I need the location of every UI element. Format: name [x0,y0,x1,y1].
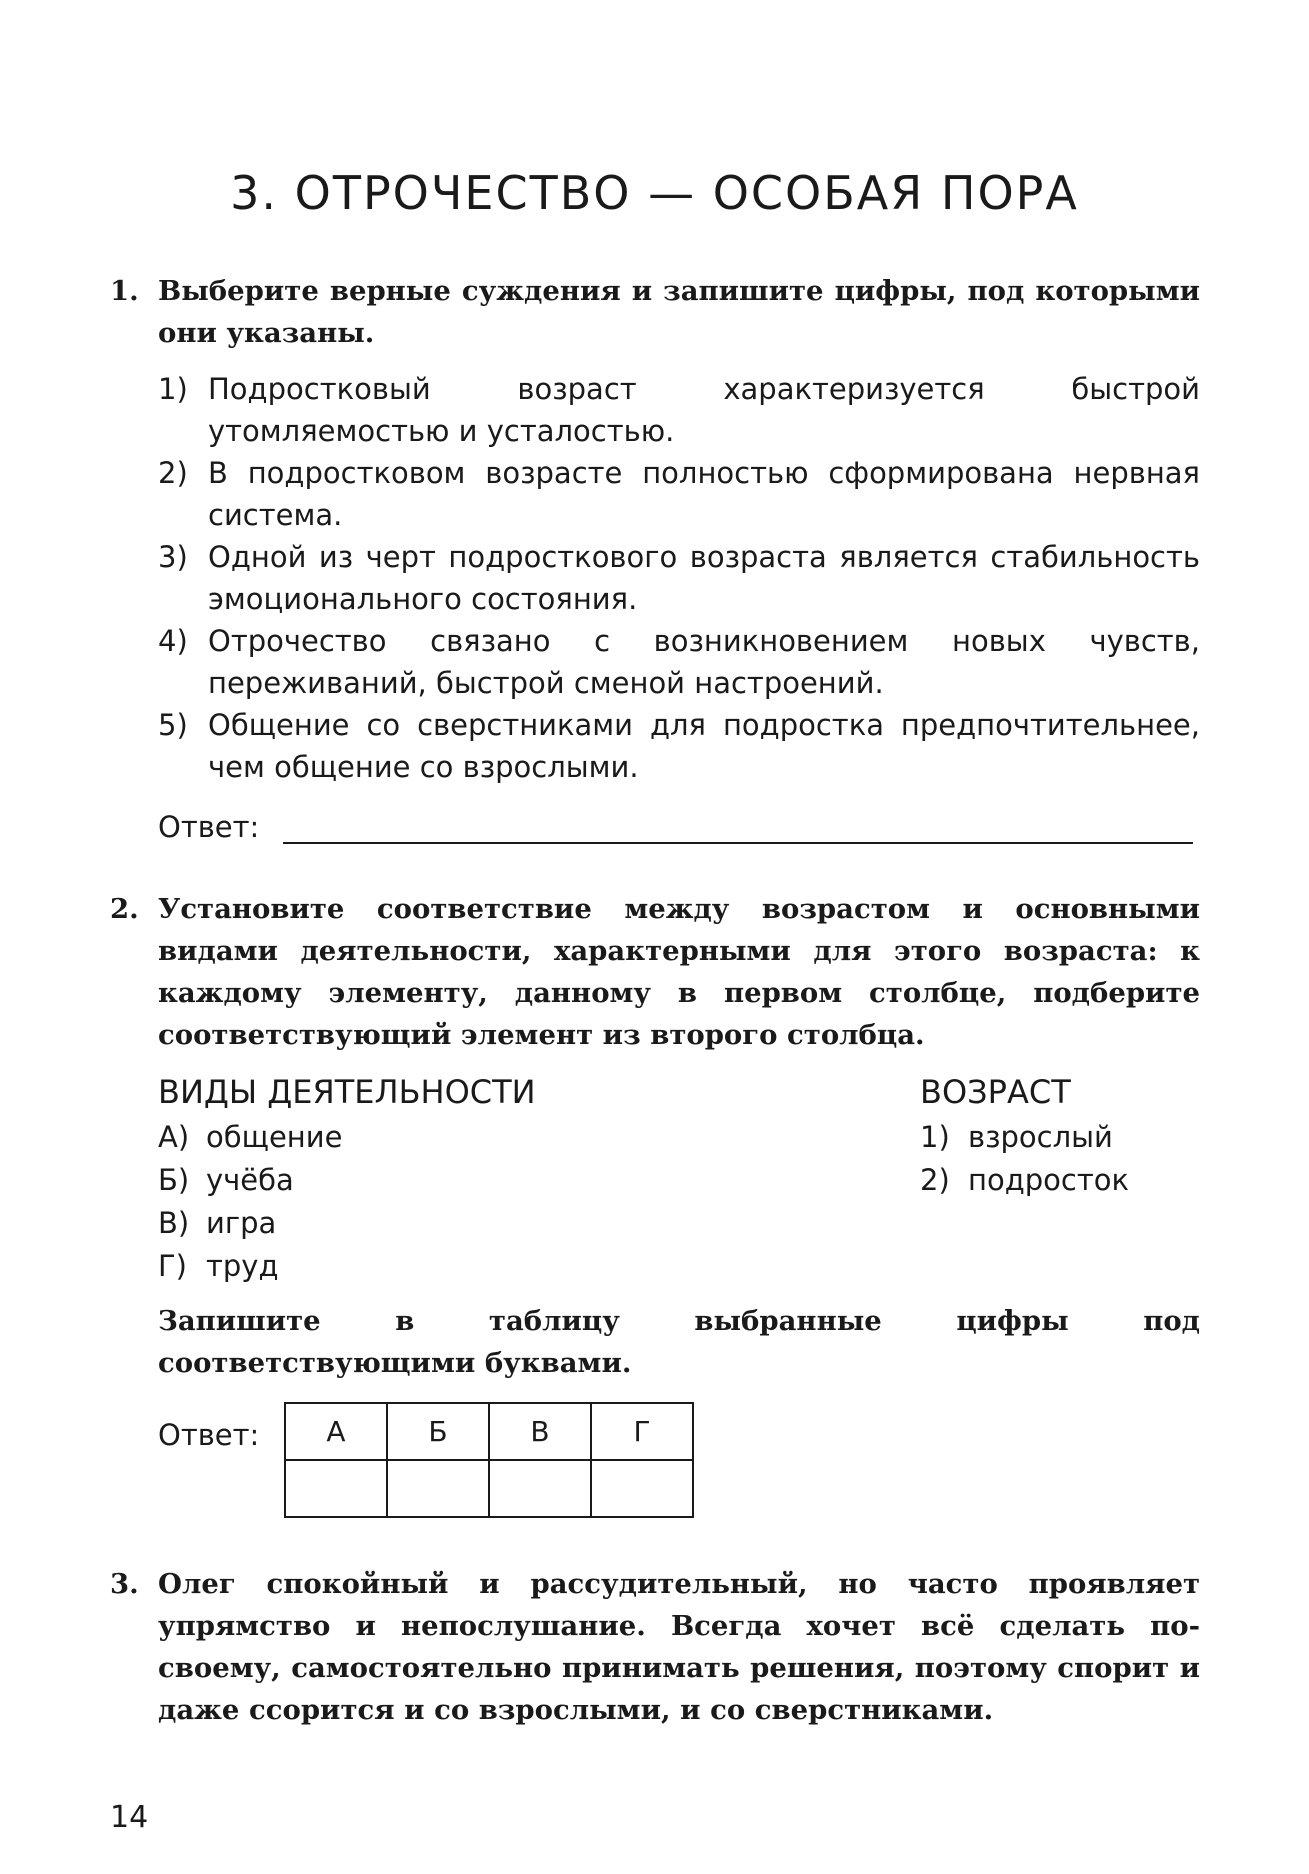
option-number: 3) [158,540,188,574]
task-2-question [110,888,1200,1056]
item-value: взрослый [968,1120,1113,1154]
activity-item [158,1159,536,1202]
task-2-answer-label: Ответ: [158,1418,260,1452]
header-cell-v: В [489,1403,591,1460]
activity-item [158,1116,536,1159]
item-key: Б) [158,1163,190,1197]
page-number: 14 [110,1800,149,1835]
activities-heading: ВИДЫ ДЕЯТЕЛЬНОСТИ [158,1073,536,1111]
age-heading: ВОЗРАСТ [920,1073,1071,1111]
option-5 [158,704,1200,788]
option-number: 4) [158,624,188,658]
header-cell-g: Г [591,1403,693,1460]
item-value: подросток [968,1163,1130,1197]
option-text: Одной из черт подросткового возраста является стабильность эмоционального состояния. [208,540,1200,616]
task-3-question [110,1563,1200,1731]
option-number: 2) [158,456,188,490]
answer-label: Ответ: [158,810,260,844]
item-value: учёба [206,1163,294,1197]
task-3-text: Олег спокойный и рассудительный, но часто проявляет упрямство и непослушание. Всегда хочет всё сделать по-своему, самостоятельно принимать решения, поэтому спорит и даже ссорится и со взрослыми, и со сверстниками. [158,1568,1200,1726]
task-1-number: 1. [110,275,139,307]
activities-column [158,1068,536,1288]
task-3-number: 3. [110,1568,139,1600]
activity-item [158,1202,536,1245]
answer-table-input-row [285,1460,693,1517]
task-1-question [110,270,1200,354]
age-item [920,1116,1129,1159]
option-2 [158,452,1200,536]
task-1-options [158,368,1200,788]
task-2 [110,888,1200,1056]
header-cell-b: Б [387,1403,489,1460]
item-value: труд [206,1249,279,1283]
task-1-text: Выберите верные суждения и запишите цифры, под которыми они указаны. [158,275,1200,349]
item-key: А) [158,1120,190,1154]
task-2-instruction-block [158,1300,1200,1384]
task-2-text: Установите соответствие между возрастом и основными видами деятельности, характерными для этого возраста: к каждому элементу, данному в первом столбце, подберите соответствующий элемент из второго столбца. [158,893,1200,1051]
answer-cell-b[interactable] [387,1460,489,1517]
option-text: Подростковый возраст характеризуется быстрой утомляемостью и усталостью. [208,372,1200,448]
item-key: 1) [920,1120,950,1154]
item-key: В) [158,1206,190,1240]
option-4 [158,620,1200,704]
item-value: общение [206,1120,343,1154]
age-column [920,1068,1129,1202]
answer-table [284,1402,694,1518]
option-1 [158,368,1200,452]
task-1-answer [158,810,1193,844]
answer-cell-v[interactable] [489,1460,591,1517]
answer-cell-a[interactable] [285,1460,387,1517]
task-3 [110,1563,1200,1731]
item-key: Г) [158,1249,187,1283]
option-number: 1) [158,372,188,406]
task-2-instruction [158,1300,1200,1384]
task-1 [110,270,1200,788]
option-number: 5) [158,708,188,742]
option-3 [158,536,1200,620]
option-text: Общение со сверстниками для подростка предпочтительнее, чем общение со взрослыми. [208,708,1200,784]
page-title: 3. ОТРОЧЕСТВО — ОСОБАЯ ПОРА [230,166,1079,220]
answer-field[interactable] [283,814,1193,844]
instruction-text: Запишите в таблицу выбранные цифры под соответствующими буквами. [158,1305,1200,1379]
age-item [920,1159,1129,1202]
answer-table-header [285,1403,693,1460]
header-cell-a: А [285,1403,387,1460]
option-text: В подростковом возрасте полностью сформирована нервная система. [208,456,1200,532]
activity-item [158,1245,536,1288]
task-2-number: 2. [110,893,139,925]
item-key: 2) [920,1163,950,1197]
item-value: игра [206,1206,277,1240]
option-text: Отрочество связано с возникновением новых чувств, переживаний, быстрой сменой настроений. [208,624,1200,700]
answer-cell-g[interactable] [591,1460,693,1517]
